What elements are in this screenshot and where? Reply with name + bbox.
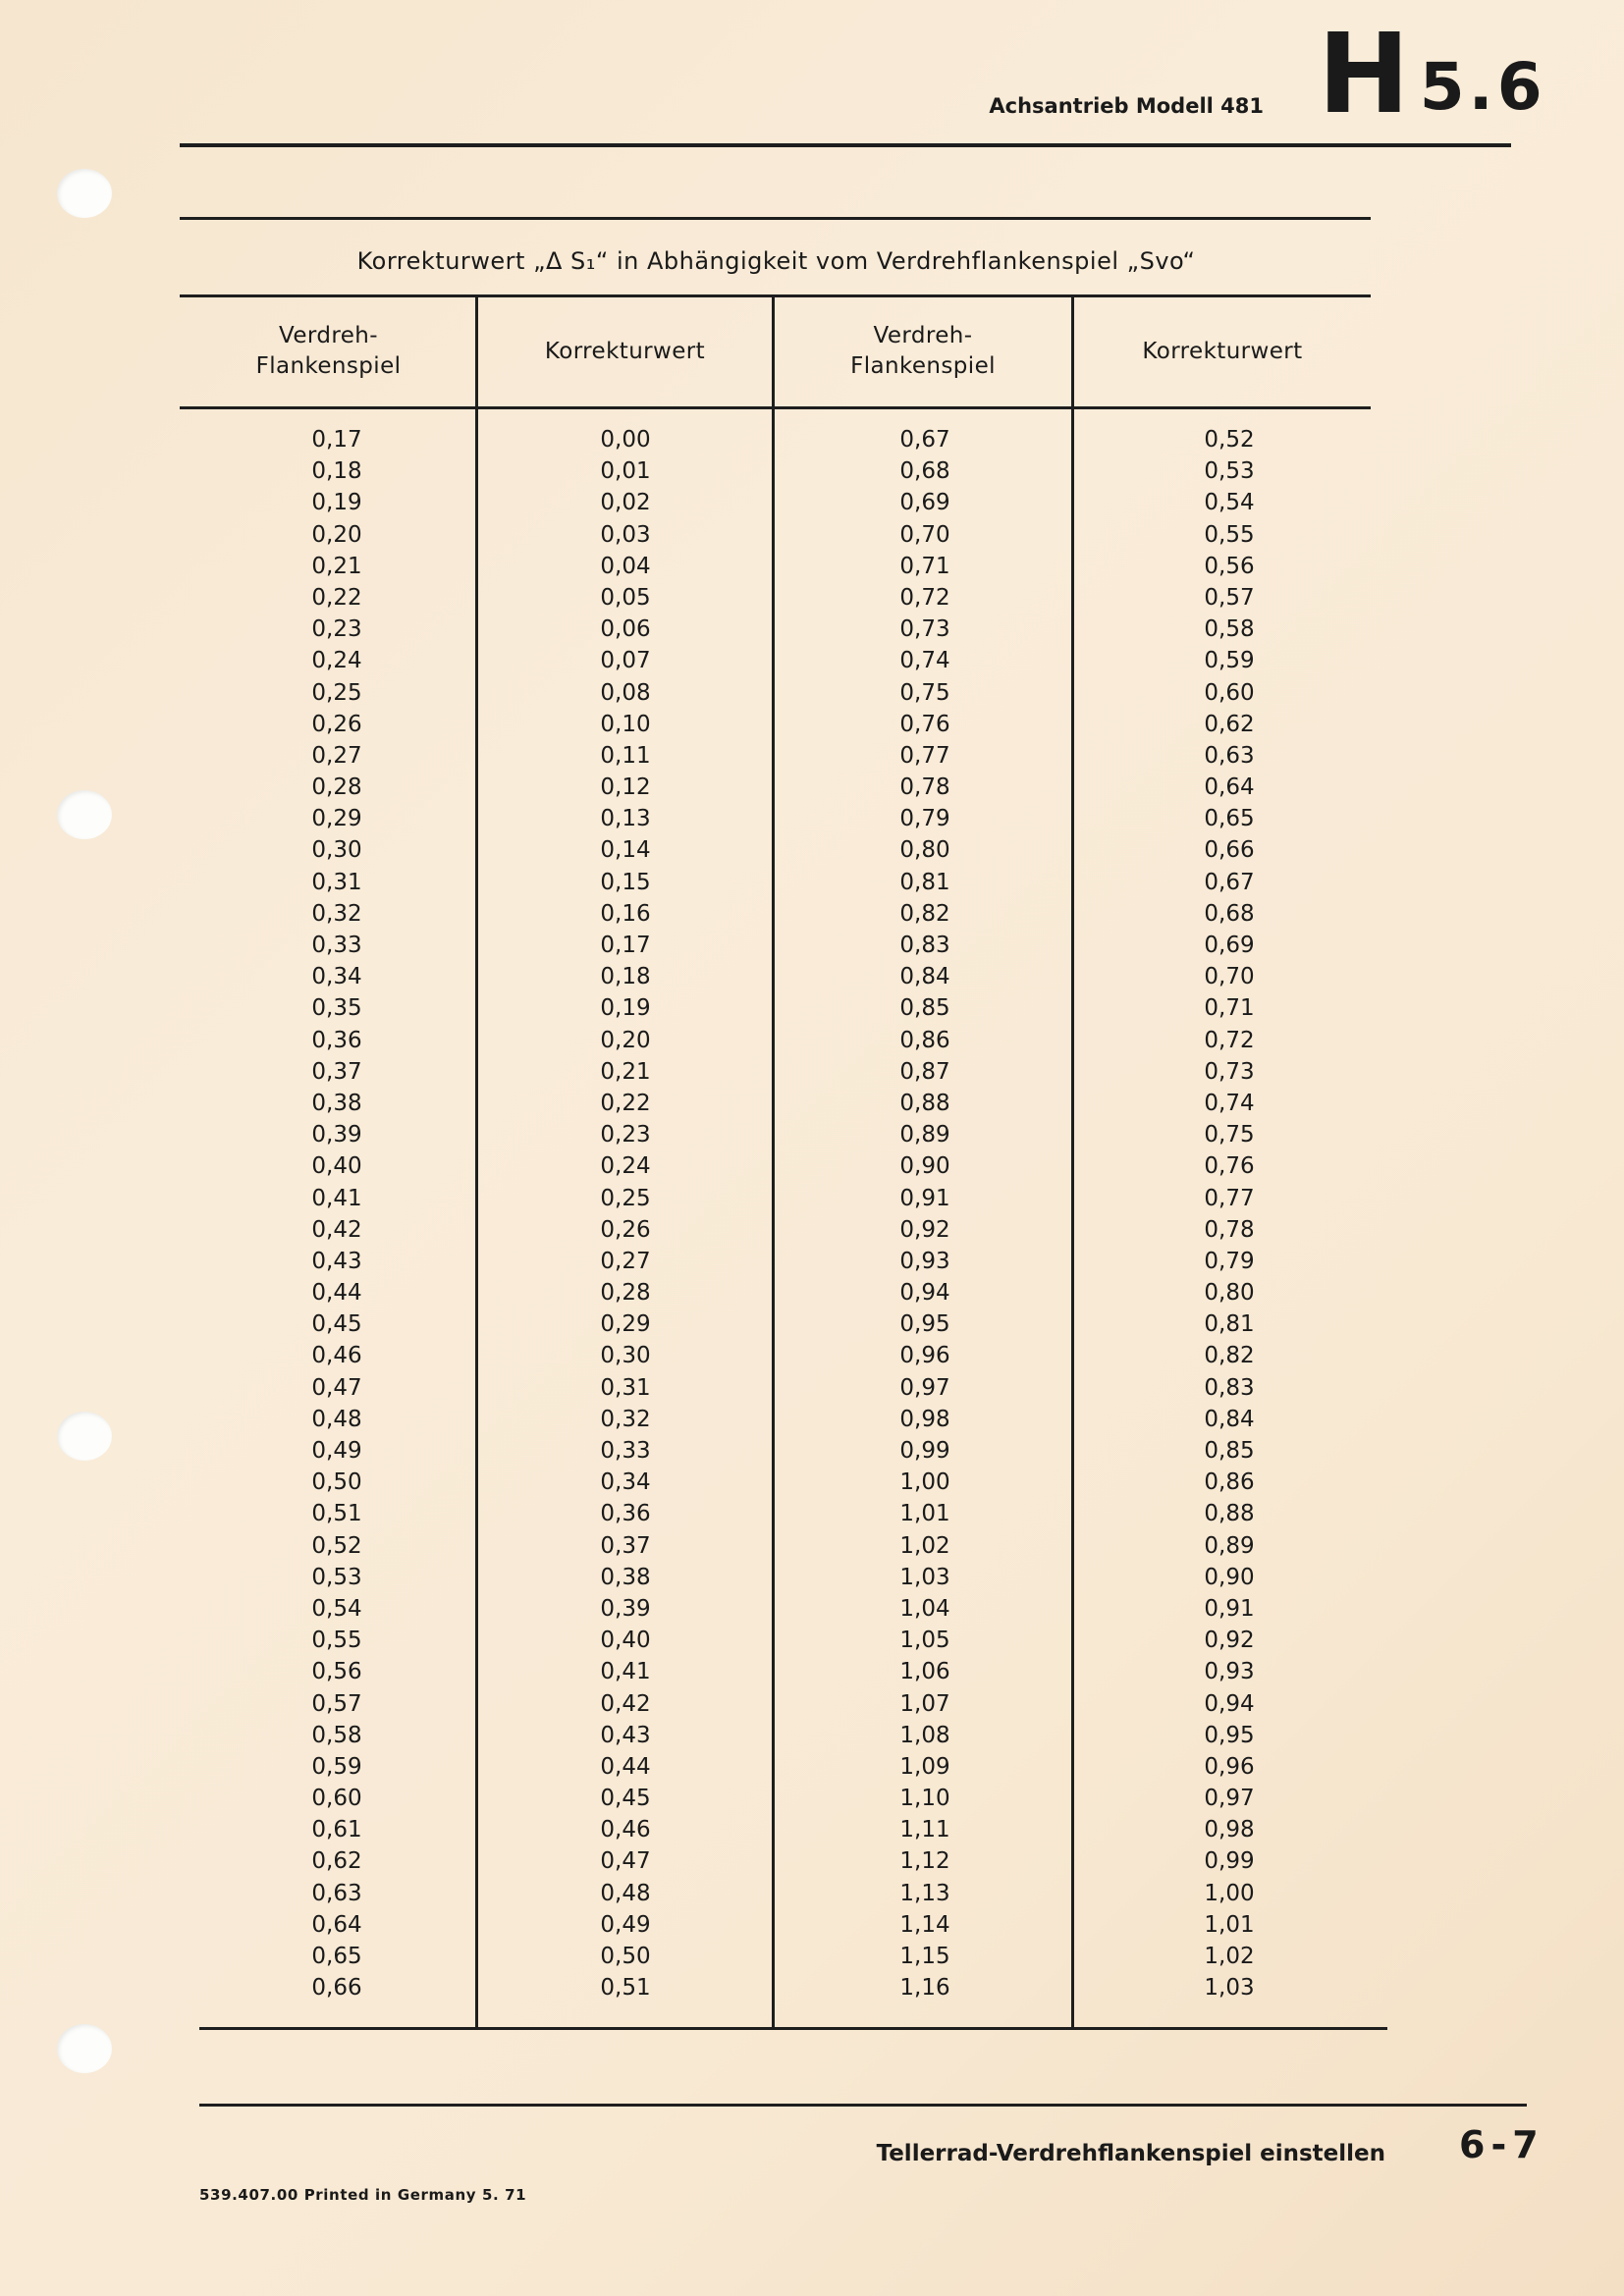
table-cell: 0,53 <box>1204 458 1255 485</box>
table-cell: 0,18 <box>600 964 651 990</box>
table-cell: 0,05 <box>600 584 651 611</box>
table-cell: 0,69 <box>1204 933 1255 958</box>
table-cell: 0,91 <box>1204 1595 1255 1622</box>
table-cell: 0,76 <box>899 711 950 737</box>
table-cell: 0,83 <box>1204 1374 1255 1401</box>
column-header-label: Korrekturwert <box>1142 338 1303 364</box>
column-header-label: Verdreh- Flankenspiel <box>255 323 402 379</box>
section-letter: H <box>1318 11 1408 138</box>
table-cell: 0,49 <box>600 1911 651 1938</box>
table-cell: 0,17 <box>600 933 651 958</box>
table-cell: 1,07 <box>899 1690 950 1717</box>
table-caption: Korrekturwert „Δ S₁“ in Abhängigkeit vom Verdrehflankenspiel „Svo“ <box>356 247 1196 275</box>
table-cell: 0,96 <box>899 1343 950 1369</box>
table-cell: 0,20 <box>600 1027 651 1053</box>
table-cell: 0,02 <box>600 490 651 516</box>
table-cell: 0,65 <box>311 1944 362 1969</box>
column-divider <box>1071 294 1074 2027</box>
table-cell: 0,33 <box>600 1438 651 1464</box>
table-cell: 0,11 <box>600 742 651 769</box>
table-cell: 0,49 <box>311 1438 362 1464</box>
table-cell: 0,54 <box>311 1595 362 1622</box>
table-cell: 0,99 <box>899 1438 950 1464</box>
table-cell: 0,71 <box>899 553 950 579</box>
table-cell: 0,82 <box>1204 1343 1255 1369</box>
table-cell: 0,30 <box>600 1343 651 1369</box>
table-cell: 0,13 <box>600 806 651 832</box>
table-cell: 0,08 <box>600 679 651 706</box>
punch-hole <box>57 169 112 218</box>
column-header <box>182 298 475 404</box>
table-cell: 0,73 <box>1204 1058 1255 1085</box>
table-cell: 0,21 <box>600 1058 651 1085</box>
table-cell: 0,20 <box>311 521 362 548</box>
table-cell: 0,71 <box>1204 995 1255 1022</box>
table-cell: 0,19 <box>311 490 362 516</box>
table-cell: 0,58 <box>1204 616 1255 643</box>
column-divider <box>475 297 478 2030</box>
table-cell: 0,79 <box>1204 1248 1255 1274</box>
table-cell: 0,76 <box>1204 1153 1255 1180</box>
table-cell: 0,06 <box>600 616 651 643</box>
column-verdrehflankenspiel-1 <box>239 424 435 2003</box>
table-cell: 0,38 <box>600 1564 651 1590</box>
table-cell: 0,94 <box>1204 1690 1255 1717</box>
column-header <box>1074 298 1371 404</box>
table-cell: 0,62 <box>311 1848 362 1875</box>
table-cell: 0,98 <box>899 1406 950 1432</box>
table-cell: 0,34 <box>600 1469 651 1496</box>
table-cell: 0,32 <box>311 900 362 927</box>
table-cell: 0,68 <box>1204 900 1255 927</box>
table-cell: 0,83 <box>899 933 950 958</box>
table-cell: 0,32 <box>600 1406 651 1432</box>
table-cell: 0,75 <box>899 679 950 706</box>
section-number: 5.6 <box>1419 49 1546 125</box>
column-verdrehflankenspiel-2 <box>827 424 1023 2003</box>
table-cell: 0,73 <box>899 616 950 643</box>
footer-rule <box>199 2104 1527 2107</box>
table-cell: 0,50 <box>311 1469 362 1496</box>
table-cell: 0,39 <box>600 1595 651 1622</box>
table-cell: 0,99 <box>1204 1848 1255 1875</box>
table-cell: 1,13 <box>899 1880 950 1906</box>
table-cell: 0,07 <box>600 648 651 674</box>
table-cell: 0,90 <box>899 1153 950 1180</box>
table-cell: 0,69 <box>899 490 950 516</box>
table-cell: 0,80 <box>1204 1280 1255 1307</box>
table-cell: 0,41 <box>311 1185 362 1211</box>
table-cell: 0,51 <box>311 1501 362 1527</box>
table-cell: 0,54 <box>1204 490 1255 516</box>
table-cell: 0,41 <box>600 1659 651 1685</box>
table-cell: 0,93 <box>899 1248 950 1274</box>
table-cell: 0,19 <box>600 995 651 1022</box>
table-cell: 0,38 <box>311 1090 362 1116</box>
table-cell: 0,63 <box>311 1880 362 1906</box>
table-cell: 0,67 <box>899 427 950 453</box>
table-cell: 0,29 <box>311 806 362 832</box>
table-cell: 0,84 <box>1204 1406 1255 1432</box>
table-cell: 0,56 <box>311 1659 362 1685</box>
table-cell: 0,95 <box>899 1311 950 1338</box>
table-cell: 0,61 <box>311 1817 362 1843</box>
table-cell: 1,16 <box>899 1975 950 2002</box>
section-code <box>1318 11 1546 138</box>
table-cell: 0,60 <box>1204 679 1255 706</box>
table-cell: 0,28 <box>311 774 362 801</box>
table-cell: 0,27 <box>311 742 362 769</box>
table-cell: 0,24 <box>600 1153 651 1180</box>
header-bottom-rule <box>180 406 1371 409</box>
table-cell: 0,48 <box>600 1880 651 1906</box>
table-cell: 0,82 <box>899 900 950 927</box>
table-cell: 1,01 <box>1204 1911 1255 1938</box>
table-cell: 1,09 <box>899 1753 950 1780</box>
table-cell: 0,93 <box>1204 1659 1255 1685</box>
table-cell: 0,67 <box>1204 869 1255 895</box>
table-cell: 0,66 <box>1204 837 1255 864</box>
table-cell: 0,43 <box>600 1722 651 1748</box>
table-cell: 0,91 <box>899 1185 950 1211</box>
table-cell: 0,70 <box>1204 964 1255 990</box>
table-cell: 0,01 <box>600 458 651 485</box>
table-cell: 0,40 <box>311 1153 362 1180</box>
table-cell: 0,47 <box>600 1848 651 1875</box>
table-cell: 0,64 <box>311 1911 362 1938</box>
table-cell: 0,72 <box>899 584 950 611</box>
table-cell: 0,10 <box>600 711 651 737</box>
table-cell: 0,53 <box>311 1564 362 1590</box>
table-cell: 0,29 <box>600 1311 651 1338</box>
table-cell: 1,02 <box>1204 1944 1255 1969</box>
print-info: 539.407.00 Printed in Germany 5. 71 <box>199 2186 527 2204</box>
table-cell: 0,36 <box>311 1027 362 1053</box>
table-cell: 0,92 <box>1204 1628 1255 1654</box>
table-cell: 0,70 <box>899 521 950 548</box>
table-cell: 0,77 <box>1204 1185 1255 1211</box>
table-cell: 0,92 <box>899 1216 950 1243</box>
punch-hole <box>57 1412 112 1461</box>
table-cell: 1,05 <box>899 1628 950 1654</box>
table-cell: 0,87 <box>899 1058 950 1085</box>
table-cell: 0,26 <box>600 1216 651 1243</box>
table-cell: 0,72 <box>1204 1027 1255 1053</box>
table-cell: 0,86 <box>1204 1469 1255 1496</box>
table-cell: 0,42 <box>311 1216 362 1243</box>
table-cell: 0,30 <box>311 837 362 864</box>
table-cell: 0,04 <box>600 553 651 579</box>
table-cell: 0,58 <box>311 1722 362 1748</box>
table-cell: 0,98 <box>1204 1817 1255 1843</box>
table-cell: 0,74 <box>1204 1090 1255 1116</box>
table-cell: 0,55 <box>311 1628 362 1654</box>
table-cell: 0,74 <box>899 648 950 674</box>
table-cell: 0,48 <box>311 1406 362 1432</box>
footer-title: Tellerrad-Verdrehflankenspiel einstellen <box>876 2141 1385 2166</box>
table-cell: 0,18 <box>311 458 362 485</box>
table-cell: 1,02 <box>899 1532 950 1559</box>
table-cell: 0,68 <box>899 458 950 485</box>
table-cell: 0,27 <box>600 1248 651 1274</box>
table-cell: 0,23 <box>600 1122 651 1148</box>
table-cell: 0,63 <box>1204 742 1255 769</box>
table-cell: 0,96 <box>1204 1753 1255 1780</box>
table-cell: 0,44 <box>600 1753 651 1780</box>
table-cell: 1,01 <box>899 1501 950 1527</box>
punch-hole <box>57 790 112 839</box>
table-cell: 0,23 <box>311 616 362 643</box>
table-cell: 0,52 <box>1204 427 1255 453</box>
page-number: 6-7 <box>1459 2123 1544 2166</box>
table-cell: 0,46 <box>311 1343 362 1369</box>
table-cell: 0,95 <box>1204 1722 1255 1748</box>
table-cell: 0,24 <box>311 648 362 674</box>
table-cell: 0,89 <box>899 1122 950 1148</box>
table-cell: 0,75 <box>1204 1122 1255 1148</box>
table-cell: 0,28 <box>600 1280 651 1307</box>
table-cell: 0,64 <box>1204 774 1255 801</box>
table-cell: 0,77 <box>899 742 950 769</box>
table-cell: 0,31 <box>600 1374 651 1401</box>
table-cell: 0,03 <box>600 521 651 548</box>
table-cell: 0,85 <box>1204 1438 1255 1464</box>
column-divider <box>772 294 775 2030</box>
table-cell: 0,47 <box>311 1374 362 1401</box>
table-cell: 0,78 <box>899 774 950 801</box>
header-title: Achsantrieb Modell 481 <box>989 94 1264 118</box>
table-cell: 0,59 <box>311 1753 362 1780</box>
table-cell: 0,60 <box>311 1786 362 1812</box>
table-cell: 0,85 <box>899 995 950 1022</box>
table-cell: 0,15 <box>600 869 651 895</box>
table-cell: 0,56 <box>1204 553 1255 579</box>
table-cell: 1,14 <box>899 1911 950 1938</box>
table-cell: 0,31 <box>311 869 362 895</box>
table-cell: 1,10 <box>899 1786 950 1812</box>
punch-hole <box>57 2024 112 2073</box>
table-cell: 0,57 <box>311 1690 362 1717</box>
table-cell: 1,11 <box>899 1817 950 1843</box>
table-cell: 1,00 <box>899 1469 950 1496</box>
table-cell: 1,06 <box>899 1659 950 1685</box>
table-cell: 0,45 <box>311 1311 362 1338</box>
table-cell: 0,59 <box>1204 648 1255 674</box>
table-cell: 0,62 <box>1204 711 1255 737</box>
table-cell: 0,16 <box>600 900 651 927</box>
table-cell: 0,25 <box>600 1185 651 1211</box>
table-cell: 0,44 <box>311 1280 362 1307</box>
table-cell: 0,80 <box>899 837 950 864</box>
table-cell: 0,88 <box>899 1090 950 1116</box>
table-cell: 0,42 <box>600 1690 651 1717</box>
table-cell: 0,52 <box>311 1532 362 1559</box>
table-cell: 0,37 <box>311 1058 362 1085</box>
table-cell: 0,81 <box>1204 1311 1255 1338</box>
table-cell: 0,43 <box>311 1248 362 1274</box>
table-cell: 0,97 <box>1204 1786 1255 1812</box>
column-header <box>478 298 772 404</box>
header-top-rule <box>180 294 1371 297</box>
table-cell: 0,84 <box>899 964 950 990</box>
table-cell: 0,14 <box>600 837 651 864</box>
table-cell: 0,35 <box>311 995 362 1022</box>
table-cell: 0,86 <box>899 1027 950 1053</box>
table-cell: 0,90 <box>1204 1564 1255 1590</box>
column-header <box>775 298 1071 404</box>
table-cell: 1,08 <box>899 1722 950 1748</box>
table-cell: 0,94 <box>899 1280 950 1307</box>
table-cell: 1,03 <box>1204 1975 1255 2002</box>
table-cell: 0,46 <box>600 1817 651 1843</box>
column-header-label: Verdreh- Flankenspiel <box>850 323 996 379</box>
table-cell: 0,45 <box>600 1786 651 1812</box>
table-cell: 0,00 <box>600 427 651 453</box>
table-bottom-rule <box>199 2027 1387 2030</box>
table-cell: 0,81 <box>899 869 950 895</box>
table-cell: 0,97 <box>899 1374 950 1401</box>
table-cell: 0,40 <box>600 1628 651 1654</box>
table-cell: 0,12 <box>600 774 651 801</box>
table-cell: 1,03 <box>899 1564 950 1590</box>
table-cell: 0,25 <box>311 679 362 706</box>
table-cell: 1,00 <box>1204 1880 1255 1906</box>
table-cell: 0,36 <box>600 1501 651 1527</box>
table-cell: 0,17 <box>311 427 362 453</box>
table-cell: 0,39 <box>311 1122 362 1148</box>
table-cell: 0,66 <box>311 1975 362 2002</box>
table-cell: 0,88 <box>1204 1501 1255 1527</box>
column-korrekturwert-1 <box>527 424 724 2003</box>
table-cell: 0,33 <box>311 933 362 958</box>
table-cell: 0,22 <box>600 1090 651 1116</box>
table-cell: 0,55 <box>1204 521 1255 548</box>
table-cell: 0,78 <box>1204 1216 1255 1243</box>
table-cell: 0,89 <box>1204 1532 1255 1559</box>
table-cell: 0,21 <box>311 553 362 579</box>
header-rule <box>180 143 1511 147</box>
table-cell: 0,50 <box>600 1944 651 1969</box>
table-cell: 1,04 <box>899 1595 950 1622</box>
table-cell: 0,26 <box>311 711 362 737</box>
table-cell: 1,15 <box>899 1944 950 1969</box>
table-cell: 0,37 <box>600 1532 651 1559</box>
table-cell: 0,22 <box>311 584 362 611</box>
table-cell: 0,51 <box>600 1975 651 2002</box>
table-cell: 0,34 <box>311 964 362 990</box>
table-cell: 0,79 <box>899 806 950 832</box>
table-cell: 0,65 <box>1204 806 1255 832</box>
table-top-rule <box>180 217 1371 220</box>
table-cell: 1,12 <box>899 1848 950 1875</box>
column-korrekturwert-2 <box>1131 424 1327 2003</box>
column-header-label: Korrekturwert <box>544 338 706 364</box>
table-cell: 0,57 <box>1204 584 1255 611</box>
